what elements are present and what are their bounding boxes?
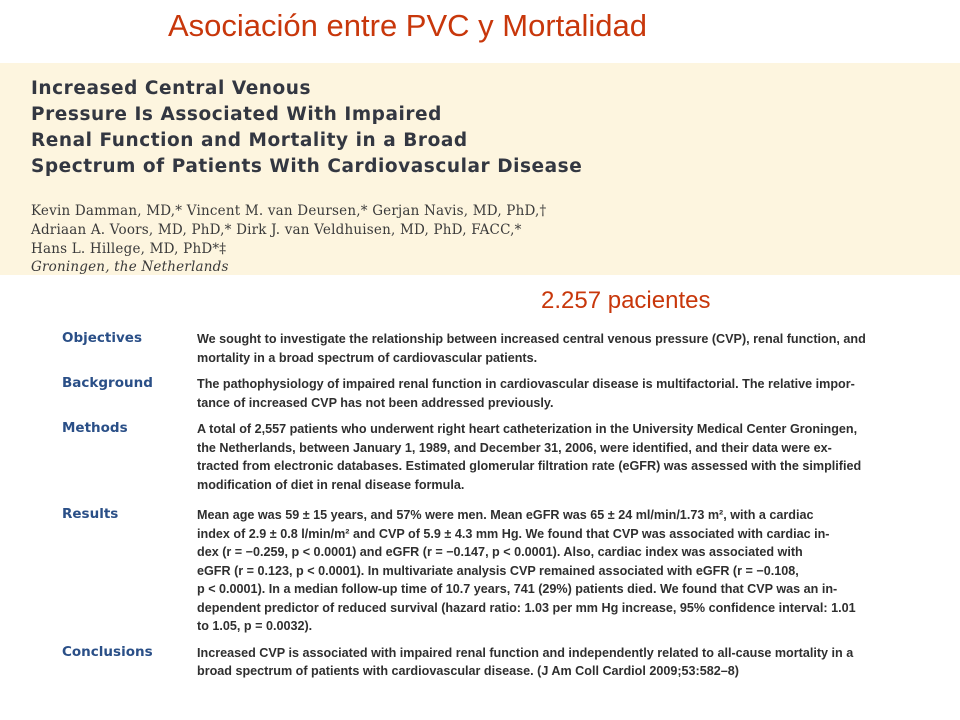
paper-title-line: Spectrum of Patients With Cardiovascular Disease	[31, 156, 583, 177]
abstract-methods	[62, 420, 922, 494]
section-body	[197, 644, 917, 681]
paper-title-line: Renal Function and Mortality in a Broad	[31, 130, 468, 151]
body-line: mortality in a broad spectrum of cardiovascular patients.	[197, 350, 538, 365]
body-line: dependent predictor of reduced survival (hazard ratio: 1.03 per mm Hg increase, 95% confidence interval: 1.01	[197, 600, 856, 615]
author-line: Kevin Damman, MD,* Vincent M. van Deursen,* Gerjan Navis, MD, PhD,†	[31, 203, 547, 219]
section-body	[197, 506, 917, 636]
abstract-objectives	[62, 330, 922, 367]
body-line: A total of 2,557 patients who underwent right heart catheterization in the University Medical Center Groningen,	[197, 422, 858, 436]
body-line: We sought to investigate the relationship between increased central venous pressure (CVP), renal function, and	[197, 332, 866, 346]
body-line: p < 0.0001). In a median follow-up time of 10.7 years, 741 (29%) patients died. We found that CVP was an in-	[197, 582, 838, 596]
paper-title	[31, 76, 582, 180]
section-body	[197, 330, 917, 367]
abstract-results	[62, 506, 922, 636]
body-line: modification of diet in renal disease formula.	[197, 477, 465, 492]
abstract	[62, 330, 922, 681]
section-label: Methods	[62, 420, 128, 436]
body-line: Mean age was 59 ± 15 years, and 57% were men. Mean eGFR was 65 ± 24 ml/min/1.73 m², with a cardiac	[197, 508, 814, 522]
body-line: tance of increased CVP has not been addressed previously.	[197, 395, 554, 410]
body-line: eGFR (r = 0.123, p < 0.0001). In multivariate analysis CVP remained associated with eGFR (r = −0.108,	[197, 563, 799, 578]
abstract-background	[62, 375, 922, 412]
section-label: Objectives	[62, 330, 142, 346]
paper-affiliation: Groningen, the Netherlands	[31, 259, 229, 275]
section-label: Conclusions	[62, 643, 153, 660]
paper-title-line: Increased Central Venous	[31, 78, 312, 99]
patients-count: 2.257 pacientes	[541, 287, 711, 314]
paper-authors	[31, 202, 546, 259]
section-body	[197, 375, 917, 412]
body-line: Increased CVP is associated with impaired renal function and independently related to all-cause mortality in a	[197, 645, 854, 660]
body-line: the Netherlands, between January 1, 1989, and December 31, 2006, were identified, and their data were ex-	[197, 440, 832, 455]
section-label: Results	[62, 506, 119, 522]
body-line: dex (r = −0.259, p < 0.0001) and eGFR (r = −0.147, p < 0.0001). Also, cardiac index was associated with	[197, 545, 803, 559]
author-line: Adriaan A. Voors, MD, PhD,* Dirk J. van Veldhuisen, MD, PhD, FACC,*	[31, 222, 522, 238]
abstract-conclusions	[62, 644, 922, 681]
body-line: tracted from electronic databases. Estimated glomerular filtration rate (eGFR) was assessed with the simplified	[197, 459, 862, 473]
section-body	[197, 420, 917, 494]
section-label: Background	[62, 375, 153, 391]
paper-title-line: Pressure Is Associated With Impaired	[31, 104, 442, 125]
body-line: to 1.05, p = 0.0032).	[197, 619, 313, 633]
slide-title: Asociación entre PVC y Mortalidad	[168, 8, 648, 43]
paper-header	[0, 63, 960, 275]
body-line: index of 2.9 ± 0.8 l/min/m² and CVP of 5.9 ± 4.3 mm Hg. We found that CVP was associated with cardiac in-	[197, 526, 830, 541]
author-line: Hans L. Hillege, MD, PhD*‡	[31, 241, 227, 257]
body-line: The pathophysiology of impaired renal function in cardiovascular disease is multifactorial. The relative impor-	[197, 377, 855, 391]
body-line: broad spectrum of patients with cardiovascular disease. (J Am Coll Cardiol 2009;53:582–8)	[197, 664, 739, 678]
